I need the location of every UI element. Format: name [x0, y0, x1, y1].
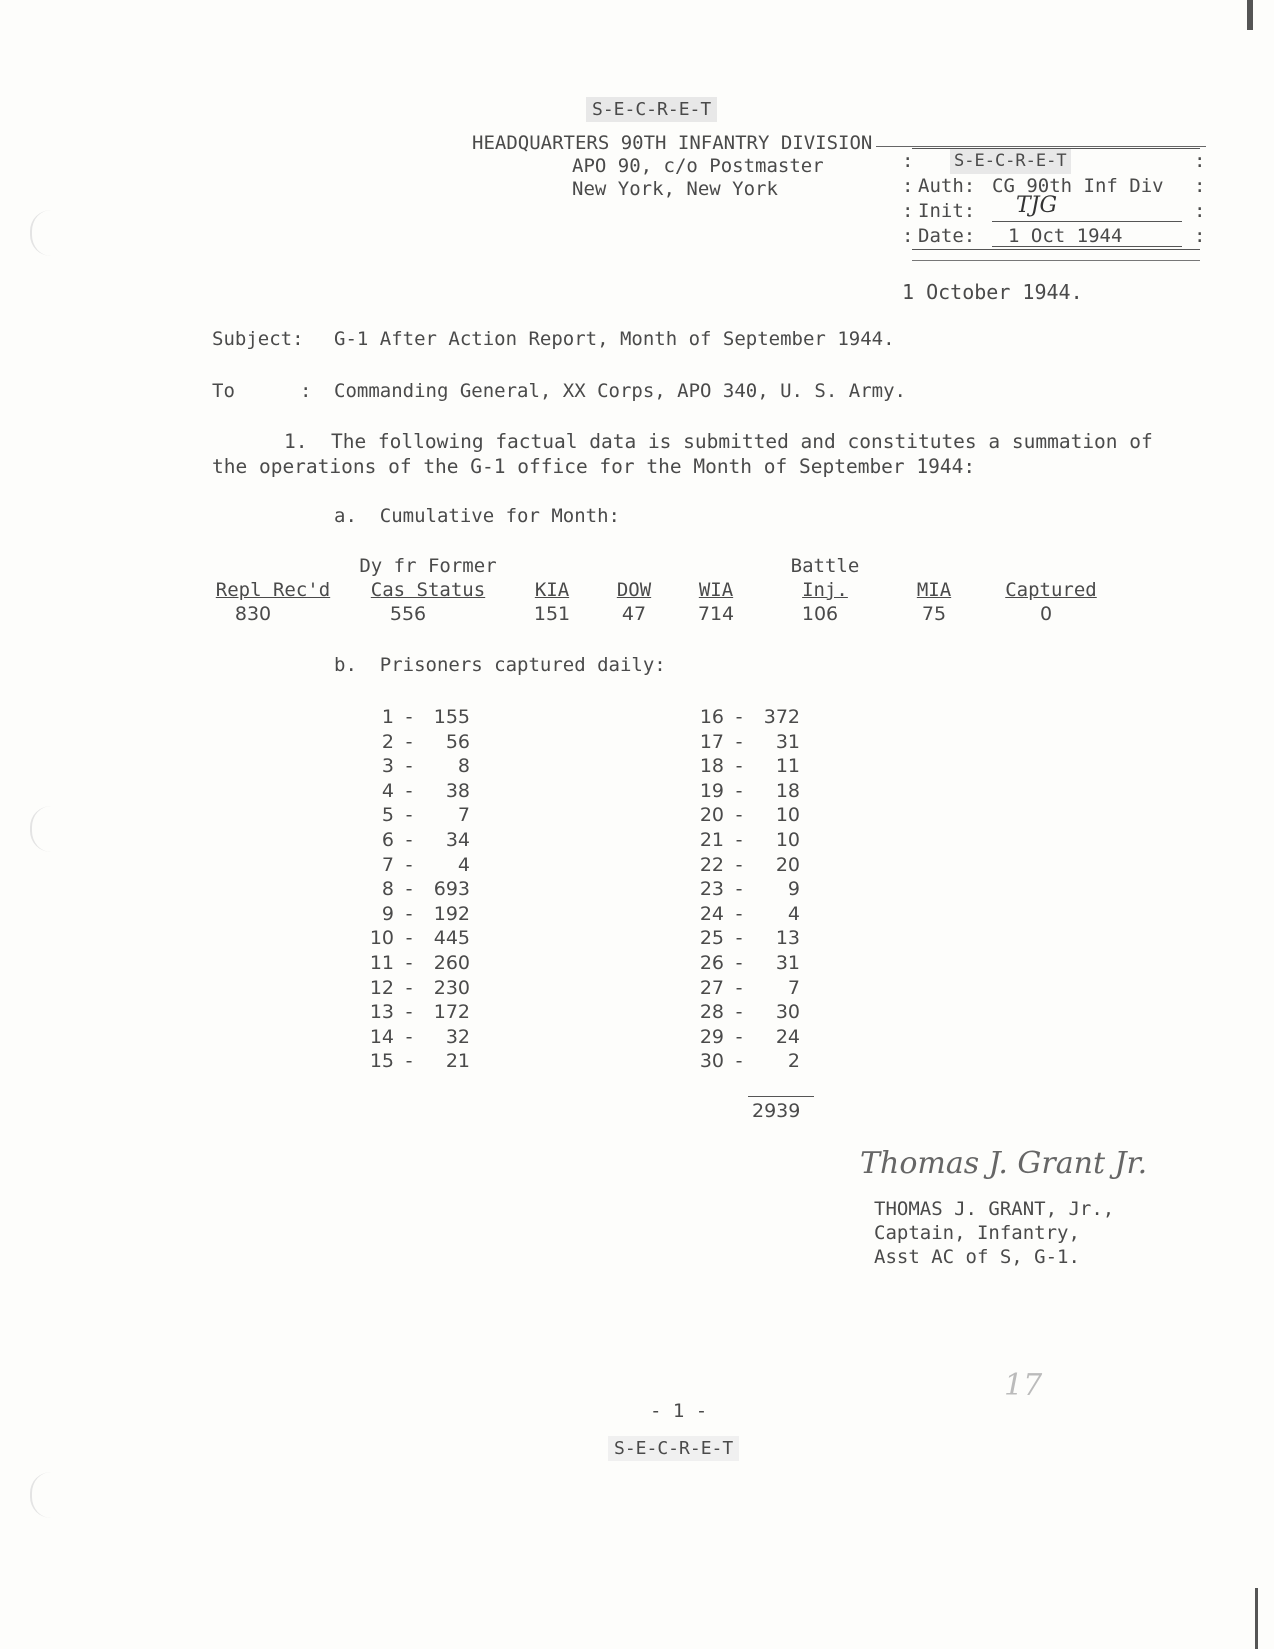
auth-label: Auth:: [918, 175, 976, 197]
prisoner-count: 7: [457, 804, 470, 827]
prisoner-separator: -: [405, 976, 413, 999]
col-header-line2: DOW: [616, 579, 652, 601]
prisoner-row: [360, 903, 470, 927]
prisoner-count: 56: [445, 730, 470, 753]
value-kia: 151: [533, 603, 571, 625]
col-dow: [604, 554, 664, 602]
prisoner-row: [360, 977, 470, 1001]
prisoner-row: [690, 706, 800, 730]
prisoner-count: 192: [433, 902, 470, 925]
prisoner-day: 3: [381, 755, 394, 778]
signature-title: Asst AC of S, G-1.: [874, 1246, 1080, 1268]
prisoner-day: 16: [699, 706, 724, 728]
prisoner-count: 24: [775, 1025, 800, 1048]
prisoner-row: [360, 755, 470, 779]
date-value: 1 Oct 1944: [1008, 225, 1123, 247]
col-battle-inj: [780, 554, 870, 602]
prisoner-count: 7: [787, 976, 800, 999]
prisoner-day: 30: [699, 1050, 724, 1073]
init-value: TJG: [1016, 193, 1058, 218]
col-header-line2: Repl Rec'd: [215, 579, 331, 601]
prisoner-separator: -: [735, 1025, 743, 1048]
prisoner-day: 17: [699, 730, 724, 753]
value-repl-recd: 830: [234, 603, 272, 625]
page-number: - 1 -: [650, 1400, 708, 1422]
prisoner-row: [690, 731, 800, 755]
prisoners-total: 2939: [752, 1100, 801, 1122]
to-colon: :: [300, 380, 312, 402]
col-header-line2: WIA: [698, 579, 734, 601]
prisoner-count: 445: [433, 927, 470, 950]
value-dow: 47: [621, 603, 647, 625]
prisoner-row: [360, 804, 470, 828]
prisoner-row: [360, 780, 470, 804]
auth-box-colon-right: :: [1194, 150, 1206, 172]
prisoner-day: 24: [699, 902, 724, 925]
col-wia: [686, 554, 746, 602]
paragraph-1-line-2: the operations of the G-1 office for the Month of September 1944:: [212, 455, 976, 478]
value-captured: 0: [1039, 603, 1053, 625]
prisoner-count: 372: [763, 706, 800, 728]
subject-label: Subject:: [212, 328, 304, 350]
prisoner-count: 34: [445, 829, 470, 851]
prisoner-day: 28: [699, 1001, 724, 1024]
prisoner-day: 22: [699, 853, 724, 876]
prisoner-day: 10: [369, 927, 394, 950]
prisoner-count: 4: [457, 853, 470, 876]
col-captured: [996, 554, 1106, 602]
prisoner-row: [690, 927, 800, 951]
prisoner-separator: -: [735, 902, 743, 925]
margin-pencil-mark: 17: [1004, 1368, 1043, 1403]
col-header-line1: [604, 554, 664, 578]
prisoner-count: 8: [457, 755, 470, 778]
prisoner-count: 9: [787, 878, 800, 901]
prisoner-day: 29: [699, 1025, 724, 1048]
prisoner-separator: -: [735, 706, 743, 728]
prisoner-day: 1: [381, 706, 394, 728]
col-dy-fr-former-cas-status: [348, 554, 508, 602]
paragraph-1-line-1: 1. The following factual data is submitted and constitutes a summation of: [284, 430, 1153, 453]
apo-line: APO 90, c/o Postmaster: [572, 155, 824, 177]
scan-edge-mark-top: [1247, 0, 1253, 30]
prisoner-separator: -: [735, 927, 743, 950]
prisoner-separator: -: [405, 1025, 413, 1048]
prisoner-count: 155: [433, 706, 470, 728]
prisoner-separator: -: [735, 829, 743, 851]
prisoner-count: 10: [775, 804, 800, 827]
prisoner-row: [690, 977, 800, 1001]
col-header-line2: Inj.: [802, 579, 848, 601]
punch-hole-shadow-1: [30, 210, 72, 256]
col-header-line1: Battle: [790, 555, 860, 577]
prisoner-day: 21: [699, 829, 724, 851]
prisoner-count: 260: [433, 952, 470, 974]
value-mia: 75: [921, 603, 947, 625]
col-header-line2: Captured: [1005, 579, 1097, 601]
col-header-line1: [996, 554, 1106, 578]
city-line: New York, New York: [572, 178, 778, 200]
prisoner-count: 11: [775, 755, 800, 778]
prisoner-count: 30: [775, 1001, 800, 1024]
subject-text: G-1 After Action Report, Month of September 1944.: [334, 328, 895, 350]
prisoner-separator: -: [405, 1001, 413, 1024]
col-header-line1: [208, 554, 338, 578]
prisoner-separator: -: [735, 976, 743, 999]
auth-box-classification: S-E-C-R-E-T: [950, 149, 1071, 174]
prisoner-day: 7: [381, 853, 394, 876]
prisoner-separator: -: [405, 853, 413, 876]
prisoner-separator: -: [405, 755, 413, 778]
document-date: 1 October 1944.: [902, 280, 1083, 304]
section-a-heading: a. Cumulative for Month:: [334, 505, 620, 527]
col-header-line2: MIA: [916, 579, 952, 601]
auth-row: : Auth: CG 90th Inf Div :: [902, 175, 1206, 197]
prisoner-day: 14: [369, 1025, 394, 1048]
prisoner-count: 32: [445, 1025, 470, 1048]
prisoner-row: [360, 829, 470, 853]
prisoner-row: [690, 1026, 800, 1050]
init-row: : Init: TJG :: [902, 193, 1206, 222]
prisoner-day: 25: [699, 927, 724, 950]
prisoner-day: 9: [381, 902, 394, 925]
prisoner-day: 5: [381, 804, 394, 827]
prisoner-count: 693: [433, 878, 470, 901]
prisoner-day: 26: [699, 952, 724, 974]
prisoner-count: 172: [433, 1001, 470, 1024]
prisoner-separator: -: [735, 878, 743, 901]
prisoner-day: 4: [381, 779, 394, 802]
prisoner-separator: -: [735, 755, 743, 778]
prisoner-separator: -: [405, 952, 413, 974]
prisoner-count: 31: [775, 952, 800, 974]
prisoner-separator: -: [405, 829, 413, 851]
to-label: To: [212, 380, 235, 402]
col-header-line1: [686, 554, 746, 578]
prisoner-day: 12: [369, 976, 394, 999]
prisoner-day: 6: [381, 829, 394, 851]
hq-line: HEADQUARTERS 90TH INFANTRY DIVISION: [472, 132, 873, 154]
prisoner-separator: -: [735, 1050, 743, 1073]
prisoner-row: [690, 804, 800, 828]
col-header-line1: [522, 554, 582, 578]
prisoner-row: [690, 952, 800, 976]
prisoner-separator: -: [405, 730, 413, 753]
prisoner-row: [360, 878, 470, 902]
prisoner-count: 4: [787, 902, 800, 925]
auth-box-colon-left: :: [902, 150, 914, 172]
prisoner-count: 20: [775, 853, 800, 876]
prisoner-row: [690, 829, 800, 853]
prisoner-separator: -: [405, 779, 413, 802]
prisoner-separator: -: [405, 1050, 413, 1073]
col-header-line1: [904, 554, 964, 578]
date-label: Date:: [918, 225, 976, 247]
classification-top: S-E-C-R-E-T: [586, 97, 717, 122]
prisoner-day: 18: [699, 755, 724, 778]
authorization-box: [902, 148, 1206, 250]
header-rule: [876, 146, 1206, 147]
prisoner-separator: -: [405, 902, 413, 925]
col-kia: [522, 554, 582, 602]
prisoner-day: 19: [699, 779, 724, 802]
auth-box-class-row: [902, 149, 1206, 174]
prisoner-count: 13: [775, 927, 800, 950]
prisoner-day: 13: [369, 1001, 394, 1024]
total-rule: [748, 1096, 814, 1097]
auth-value: CG 90th Inf Div: [992, 175, 1164, 197]
date-row: : Date: 1 Oct 1944 :: [902, 225, 1206, 247]
col-header-line1: Dy fr Former: [359, 555, 497, 577]
prisoner-day: 27: [699, 976, 724, 999]
prisoner-separator: -: [735, 853, 743, 876]
prisoner-row: [360, 706, 470, 730]
prisoner-count: 230: [433, 976, 470, 999]
punch-hole-shadow-2: [30, 806, 72, 852]
prisoner-separator: -: [405, 706, 413, 728]
prisoner-count: 18: [775, 779, 800, 802]
handwritten-signature: Thomas J. Grant Jr.: [860, 1146, 1148, 1181]
prisoner-day: 8: [381, 878, 394, 901]
prisoner-row: [360, 1050, 470, 1074]
prisoner-row: [360, 1001, 470, 1025]
prisoner-day: 2: [381, 730, 394, 753]
prisoner-row: [690, 903, 800, 927]
prisoner-day: 20: [699, 804, 724, 827]
col-header-line2: KIA: [534, 579, 570, 601]
prisoner-count: 2: [787, 1050, 800, 1073]
prisoner-count: 38: [445, 779, 470, 802]
prisoner-count: 10: [775, 829, 800, 851]
section-b-heading: b. Prisoners captured daily:: [334, 654, 666, 676]
prisoner-separator: -: [735, 952, 743, 974]
col-mia: [904, 554, 964, 602]
prisoner-row: [360, 731, 470, 755]
prisoner-day: 15: [369, 1050, 394, 1073]
auth-box-bottom-rule: [912, 260, 1200, 261]
prisoner-day: 11: [369, 952, 394, 974]
signature-rank: Captain, Infantry,: [874, 1222, 1080, 1244]
prisoner-count: 21: [445, 1050, 470, 1073]
prisoner-row: [690, 854, 800, 878]
prisoner-separator: -: [735, 779, 743, 802]
init-label: Init:: [918, 200, 976, 222]
prisoner-row: [360, 952, 470, 976]
prisoner-row: [690, 780, 800, 804]
prisoner-separator: -: [735, 1001, 743, 1024]
prisoner-count: 31: [775, 730, 800, 753]
prisoner-row: [690, 878, 800, 902]
scan-edge-mark-bottom: [1255, 1588, 1258, 1649]
to-text: Commanding General, XX Corps, APO 340, U. S. Army.: [334, 380, 906, 402]
value-dy-fr-former: 556: [389, 603, 427, 625]
value-wia: 714: [697, 603, 735, 625]
punch-hole-shadow-3: [30, 1472, 72, 1518]
prisoner-separator: -: [405, 927, 413, 950]
prisoner-row: [690, 1050, 800, 1074]
prisoner-row: [360, 1026, 470, 1050]
prisoner-day: 23: [699, 878, 724, 901]
prisoner-separator: -: [735, 730, 743, 753]
prisoner-row: [360, 927, 470, 951]
value-battle-inj: 106: [801, 603, 839, 625]
prisoner-row: [360, 854, 470, 878]
prisoner-separator: -: [405, 804, 413, 827]
prisoner-separator: -: [405, 878, 413, 901]
prisoner-separator: -: [735, 804, 743, 827]
classification-bottom: S-E-C-R-E-T: [608, 1436, 739, 1461]
prisoner-row: [690, 755, 800, 779]
prisoner-row: [690, 1001, 800, 1025]
col-header-line2: Cas Status: [370, 579, 486, 601]
signature-name: THOMAS J. GRANT, Jr.,: [874, 1198, 1115, 1220]
col-repl-recd: [208, 554, 338, 602]
